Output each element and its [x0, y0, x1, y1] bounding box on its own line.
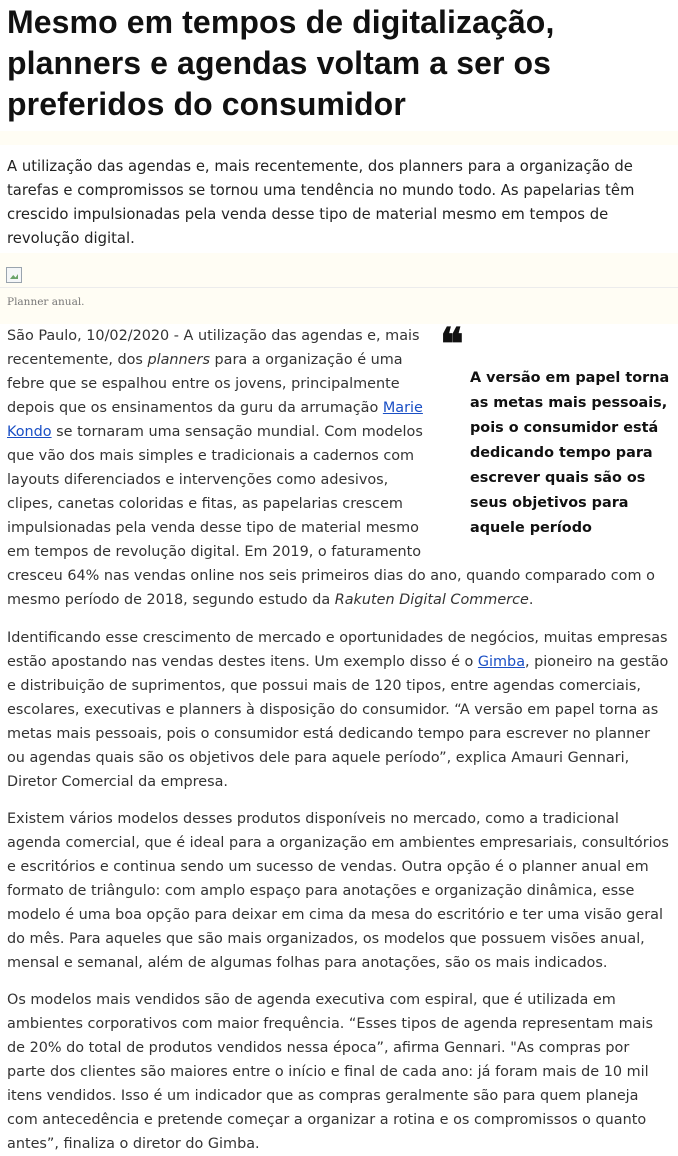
paragraph-text: para a organização é uma febre que se espalhou entre os jovens, principalmente depois que os ensinamentos da guru da arrumação [7, 352, 403, 416]
paragraph-text: A utilização das agendas e, mais recentemente, dos [7, 328, 420, 368]
gimba-link[interactable]: Gimba [477, 654, 526, 670]
paragraph-3: Existem vários modelos desses produtos disponíveis no mercado, como a tradicional agenda comercial, que é ideal para a organização em ambientes empresariais, consultórios e escritórios e continua sendo um sucesso de vendas. Outra opção é o planner anual em formato de triângulo: com amplo espaço para anotações e organização dinâmica, esse modelo é uma boa opção para deixar em cima da mesa do escritório e ter uma visão geral do mês. Para aqueles que são mais organizados, os modelos que possuem visões anual, mensal e semanal, além de algumas folhas para anotações, são os mais indicados. [7, 811, 669, 971]
broken-image-icon [6, 267, 22, 283]
pull-quote [440, 319, 670, 541]
paragraph-text: Identificando esse crescimento de mercado e oportunidades de negócios, muitas empresas estão apostando nas vendas destes itens. Um exemplo disso é o [7, 630, 668, 670]
marie-kondo-link[interactable]: Marie Kondo [7, 400, 423, 440]
emphasis-planners: planners [147, 352, 210, 368]
paragraph-2 [7, 626, 670, 794]
pull-quote-text: A versão em papel torna as metas mais pessoais, pois o consumidor está dedicando tempo para escrever quais são os seus objetivos para aquele período [470, 370, 670, 536]
lead-paragraph: A utilização das agendas e, mais recentemente, dos planners para a organização de tarefas e compromissos se tornou uma tendência no mundo todo. As papelarias têm crescido impulsionadas pela venda desse tipo de material mesmo em tempos de revolução digital. [0, 145, 678, 253]
headline: Mesmo em tempos de digitalização, planners e agendas voltam a ser os preferidos do consumidor [0, 0, 678, 131]
paragraph-text: , pioneiro na gestão e distribuição de suprimentos, que possui mais de 120 tipos, entre agendas comerciais, escolares, executivas e planners à disposição do consumidor. “A versão em papel torna as metas mais pessoais, pois o consumidor está dedicando tempo para escrever no planner ou agendas quais são os objetivos dele para aquele período”, explica Amauri Gennari, Diretor Comercial da empresa. [7, 654, 669, 790]
article-image [0, 265, 678, 288]
image-caption: Planner anual. [7, 296, 85, 308]
quote-mark-icon: ❝ [440, 319, 464, 370]
paragraph-text: se tornaram uma sensação mundial. Com modelos que vão dos mais simples e tradicionais a cadernos com layouts diferenciados e intervenções como adesivos, clipes, canetas coloridas e fitas, as papelarias crescem impulsionadas pela venda desse tipo de material mesmo em tempos de revolução digital. Em 2019, o faturamento cresceu 64% nas vendas online nos seis primeiros dias do ano, quando comparado com o mesmo período de 2018, segundo estudo da [7, 424, 655, 608]
emphasis-rakuten: Rakuten Digital Commerce [334, 592, 529, 608]
article-body [0, 319, 678, 1156]
paragraph-text: . [528, 592, 534, 608]
paragraph-4: Os modelos mais vendidos são de agenda executiva com espiral, que é utilizada em ambientes corporativos com maior frequência. “Esses tipos de agenda representam mais de 20% do total de produtos vendidos nessa época”, afirma Gennari. "As compras por parte dos clientes são maiores entre o início e final de cada ano: já foram mais de 10 mil itens vendidos. Isso é um indicador que as compras geralmente são para quem planeja com antecedência e pretende começar a organizar a rotina e os compromissos o quanto antes”, finaliza o diretor do Gimba. [7, 992, 653, 1152]
dateline: São Paulo, 10/02/2020 - [7, 328, 184, 344]
